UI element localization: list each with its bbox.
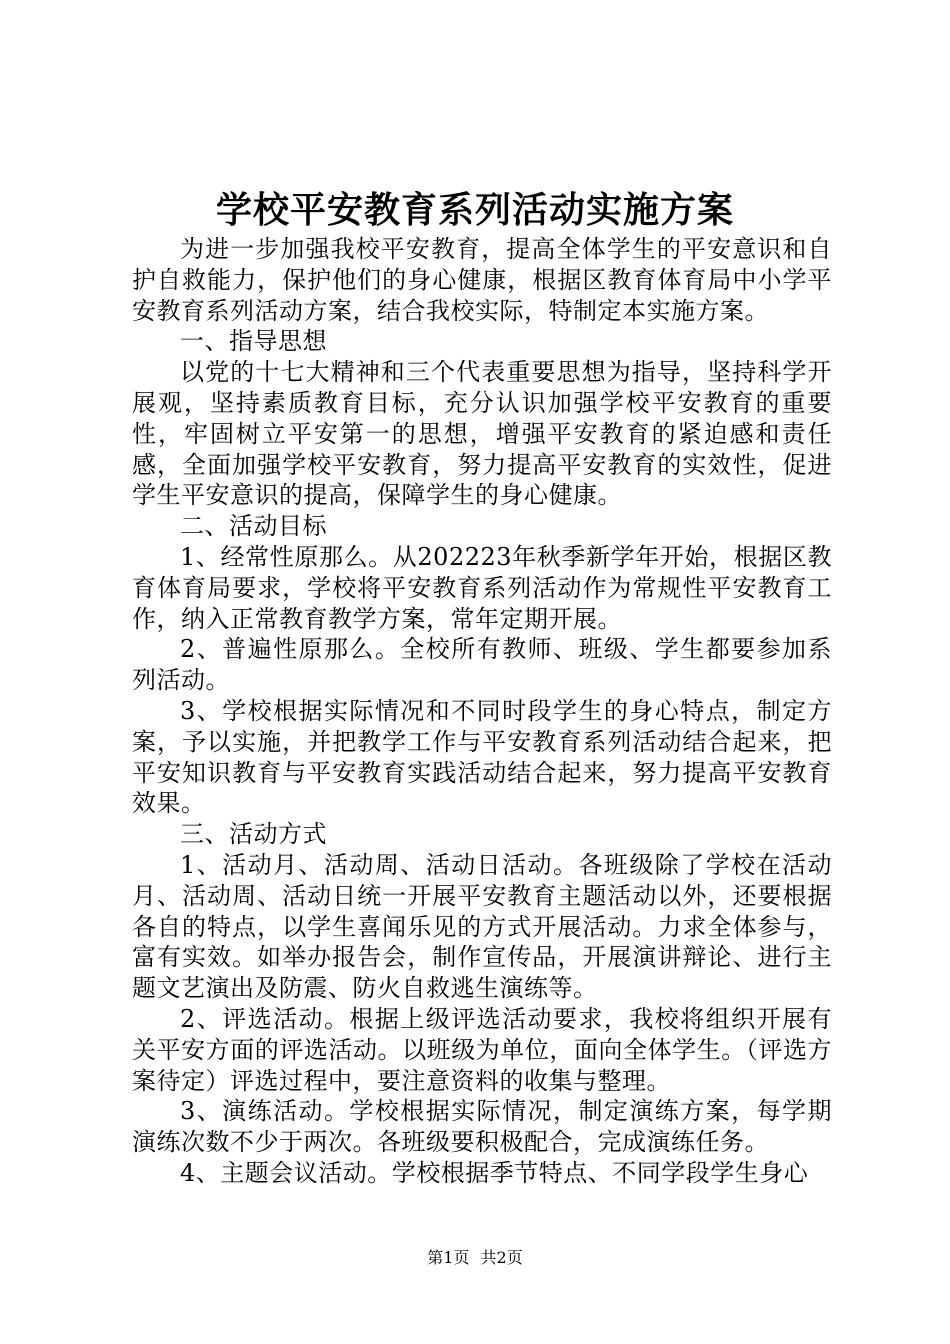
paragraph-method-2: 2、评选活动。根据上级评选活动要求，我校将组织开展有关平安方面的评选活动。以班级为单位，面向全体学生。（评选方案待定）评选过程中，要注意资料的收集与整理。 xyxy=(132,1004,832,1095)
document-title: 学校平安教育系列活动实施方案 xyxy=(215,189,734,231)
paragraph-method-1: 1、活动月、活动周、活动日活动。各班级除了学校在活动月、活动周、活动日统一开展平安教育主题活动以外，还要根据各自的特点，以学生喜闻乐见的方式开展活动。力求全体参与，富有实效。如举办报告会，制作宣传品，开展演讲辩论、进行主题文艺演出及防震、防火自救逃生演练等。 xyxy=(132,850,832,1003)
section-heading-activity-methods: 三、活动方式 xyxy=(180,820,327,849)
page-number: 第1页 xyxy=(427,1248,470,1267)
section-heading-guiding-ideology: 一、指导思想 xyxy=(180,327,327,356)
paragraph-guiding-ideology: 以党的十七大精神和三个代表重要思想为指导，坚持科学开展观，坚持素质教育目标，充分认识加强学校平安教育的重要性，牢固树立平安第一的思想，增强平安教育的紧迫感和责任感，全面加强学校平安教育，努力提高平安教育的实效性，促进学生平安意识的提高，保障学生的身心健康。 xyxy=(132,358,832,510)
section-heading-activity-goals: 二、活动目标 xyxy=(180,512,327,541)
paragraph-goal-1: 1、经常性原那么。从202223年秋季新学年开始，根据区教育体育局要求，学校将平安教育系列活动作为常规性平安教育工作，纳入正常教育教学方案，常年定期开展。 xyxy=(132,542,832,633)
document-body xyxy=(132,234,832,1189)
page-footer xyxy=(0,1246,950,1270)
paragraph-method-4: 4、主题会议活动。学校根据季节特点、不同学段学生身心 xyxy=(180,1158,809,1187)
paragraph-goal-2: 2、普遍性原那么。全校所有教师、班级、学生都要参加系列活动。 xyxy=(132,635,832,695)
page-total: 共2页 xyxy=(480,1248,523,1267)
paragraph-intro: 为进一步加强我校平安教育，提高全体学生的平安意识和自护自救能力，保护他们的身心健康，根据区教育体育局中小学平安教育系列活动方案，结合我校实际，特制定本实施方案。 xyxy=(132,235,832,325)
paragraph-method-3: 3、演练活动。学校根据实际情况，制定演练方案，每学期演练次数不少于两次。各班级要积极配合，完成演练任务。 xyxy=(132,1097,832,1157)
paragraph-goal-3: 3、学校根据实际情况和不同时段学生的身心特点，制定方案，予以实施，并把教学工作与平安教育系列活动结合起来，把平安知识教育与平安教育实践活动结合起来，努力提高平安教育效果。 xyxy=(132,696,832,818)
